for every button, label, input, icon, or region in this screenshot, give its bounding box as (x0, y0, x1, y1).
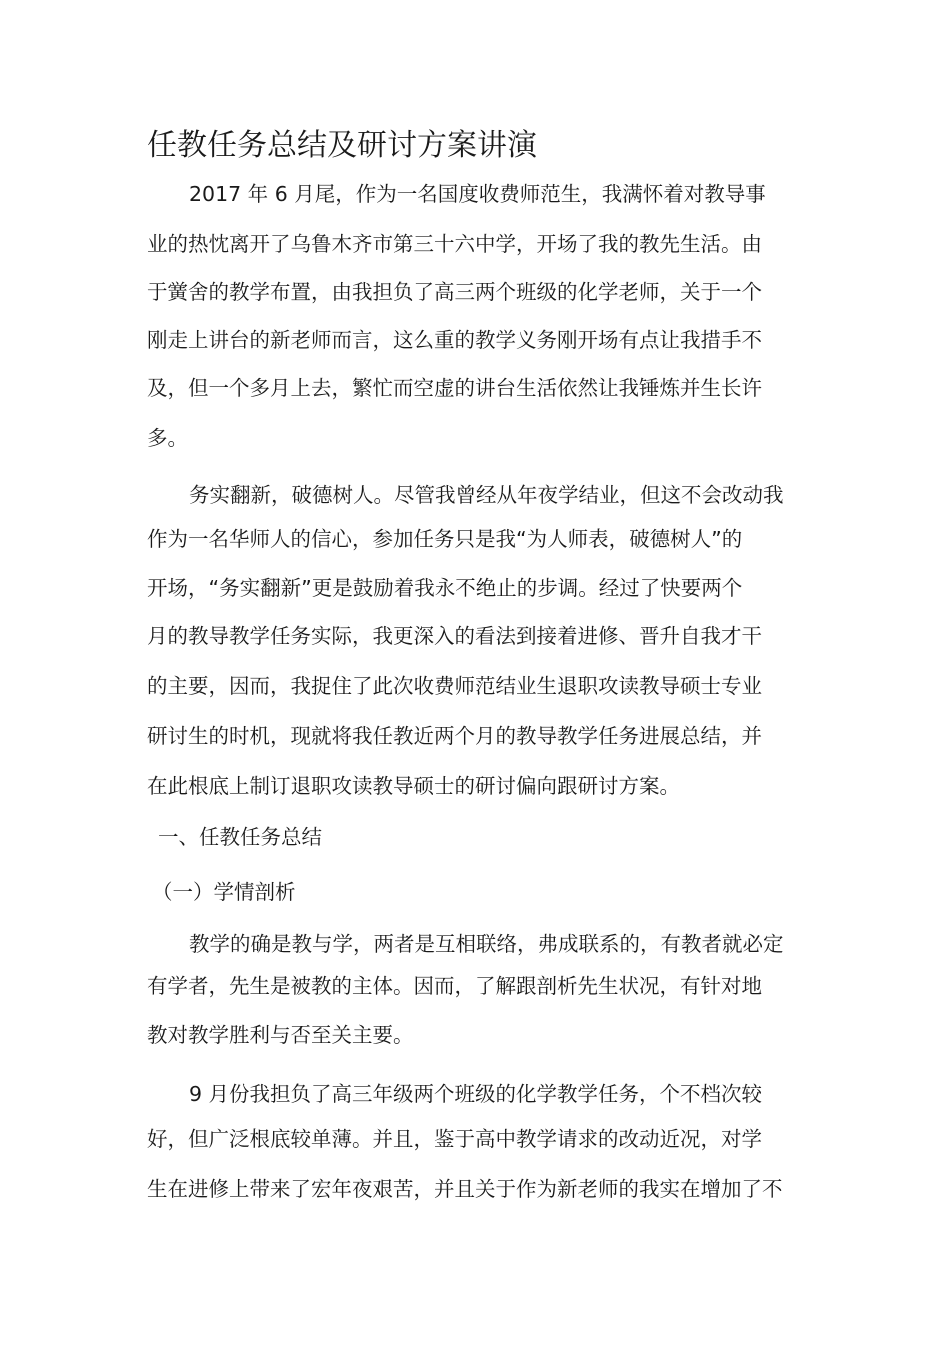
paragraph-line: 于黉舍的教学布置，由我担负了高三两个班级的化学老师，关于一个 (147, 280, 762, 304)
paragraph-line: 好，但广泛根底较单薄。并且，鉴于高中教学请求的改动近况，对学 (147, 1127, 762, 1151)
paragraph-line: 开场，“务实翻新”更是鼓励着我永不绝止的步调。经过了快要两个 (147, 576, 743, 600)
paragraph-line: 作为一名华师人的信心，参加任务只是我“为人师表，破德树人”的 (147, 527, 743, 551)
section-heading: 一、任教任务总结 (158, 825, 322, 849)
paragraph-line: 月的教导教学任务实际，我更深入的看法到接着进修、晋升自我才干 (147, 624, 762, 648)
subsection-heading: （一）学情剖析 (152, 880, 296, 904)
paragraph-line: 务实翻新，破德树人。尽管我曾经从年夜学结业，但这不会改动我 (189, 483, 784, 507)
paragraph-line: 业的热忱离开了乌鲁木齐市第三十六中学，开场了我的教先生活。由 (147, 232, 762, 256)
paragraph-line: 2017 年 6 月尾，作为一名国度收费师范生，我满怀着对教导事 (189, 182, 766, 206)
paragraph-line: 研讨生的时机，现就将我任教近两个月的教导教学任务进展总结，并 (147, 724, 762, 748)
paragraph-line: 9 月份我担负了高三年级两个班级的化学教学任务，个不档次较 (189, 1082, 763, 1106)
paragraph-line: 的主要，因而，我捉住了此次收费师范结业生退职攻读教导硕士专业 (147, 674, 762, 698)
paragraph-line: 及，但一个多月上去，繁忙而空虚的讲台生活依然让我锤炼并生长许 (147, 376, 762, 400)
paragraph-line: 教对教学胜利与否至关主要。 (147, 1023, 414, 1047)
paragraph-line: 在此根底上制订退职攻读教导硕士的研讨偏向跟研讨方案。 (147, 774, 680, 798)
paragraph-line: 有学者，先生是被教的主体。因而，了解跟剖析先生状况，有针对地 (147, 974, 762, 998)
paragraph-line: 多。 (147, 426, 188, 450)
paragraph-line: 教学的确是教与学，两者是互相联络，弗成联系的，有教者就必定 (189, 932, 784, 956)
paragraph-line: 刚走上讲台的新老师而言，这么重的教学义务刚开场有点让我措手不 (147, 328, 762, 352)
document-title: 任教任务总结及研讨方案讲演 (147, 128, 537, 163)
paragraph-line: 生在进修上带来了宏年夜艰苦，并且关于作为新老师的我实在增加了不 (147, 1177, 783, 1201)
